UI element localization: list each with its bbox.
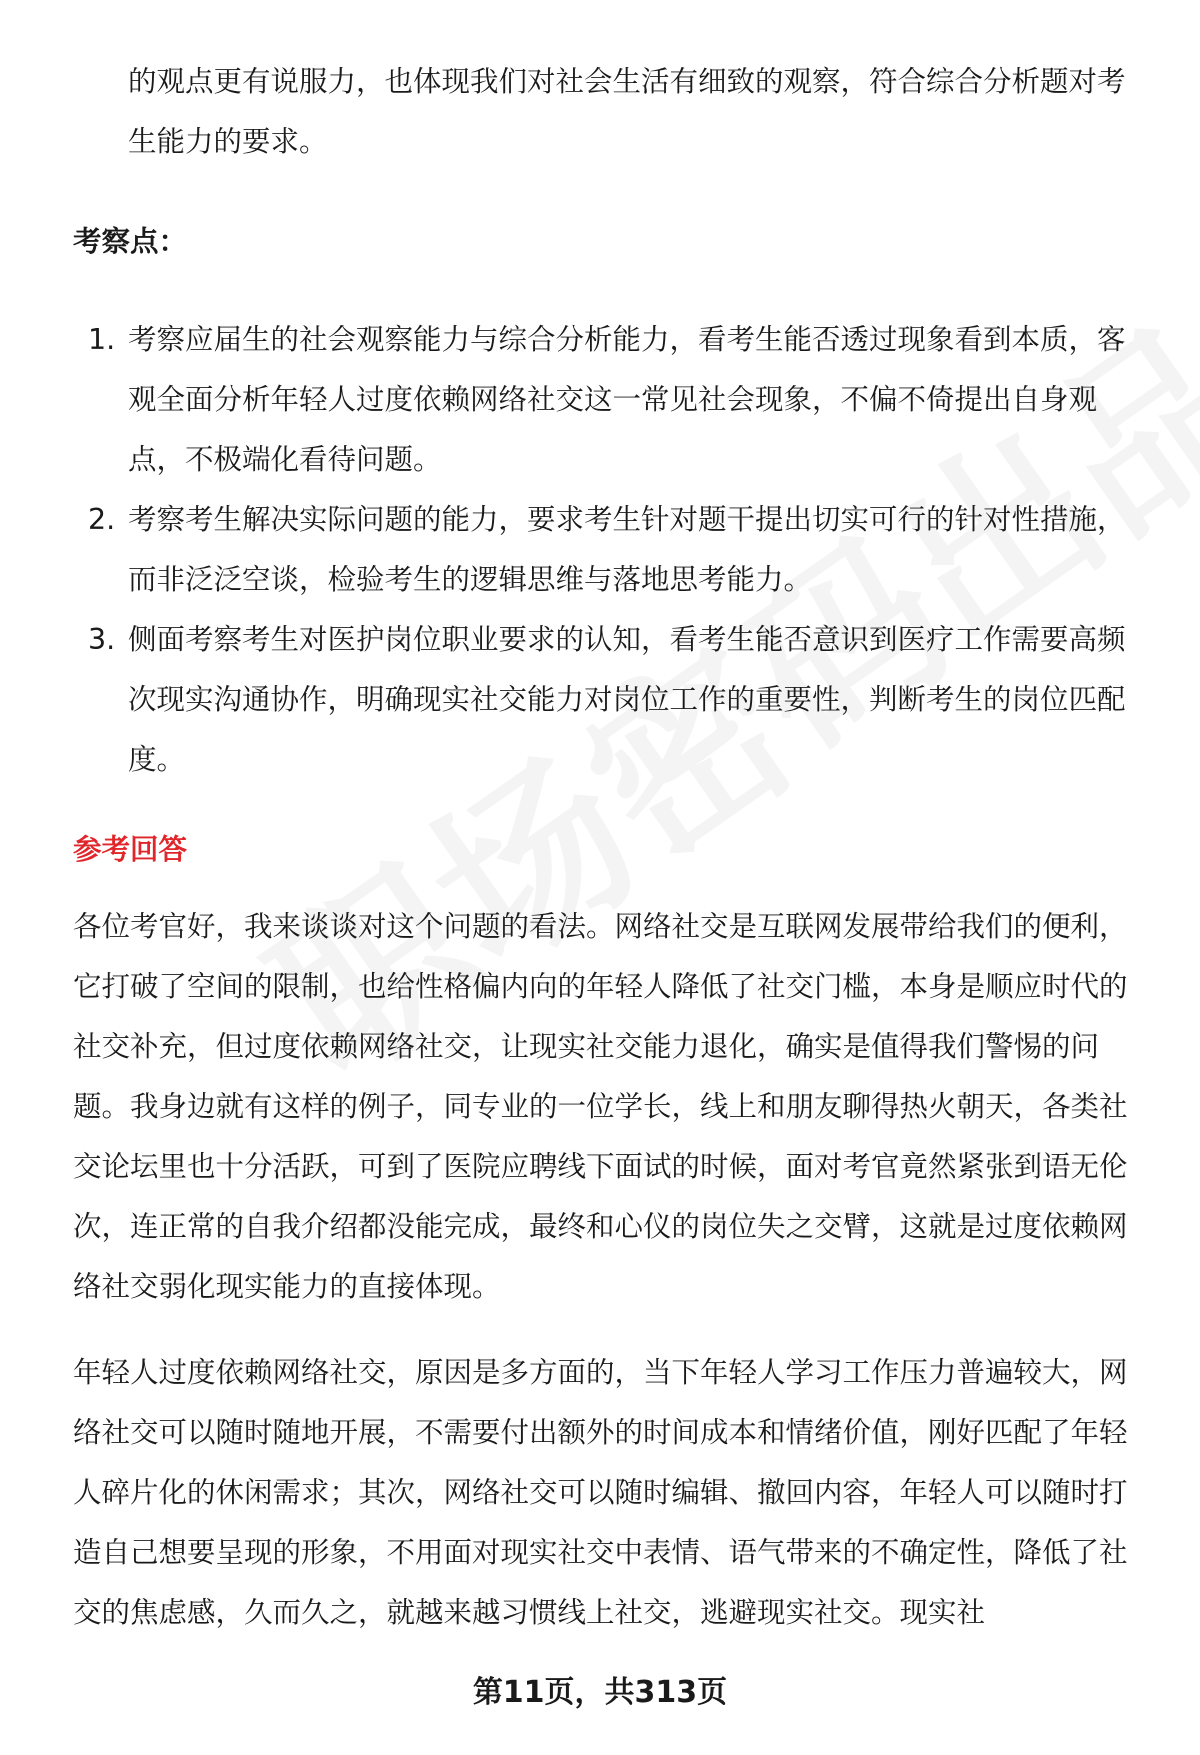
list-item-number: 2.: [88, 503, 116, 536]
list-item-text: 考察考生解决实际问题的能力，要求考生针对题干提出切实可行的针对性措施，而非泛泛空谈，检验考生的逻辑思维与落地思考能力。: [128, 503, 1126, 596]
list-item-text: 侧面考察考生对医护岗位职业要求的认知，看考生能否意识到医疗工作需要高频次现实沟通协作，明确现实社交能力对岗位工作的重要性，判断考生的岗位匹配度。: [128, 623, 1126, 776]
list-item: [73, 610, 1143, 790]
section-heading-answer: 参考回答: [73, 833, 188, 866]
answer-paragraph: 年轻人过度依赖网络社交，原因是多方面的，当下年轻人学习工作压力普遍较大，网络社交可以随时随地开展，不需要付出额外的时间成本和情绪价值，刚好匹配了年轻人碎片化的休闲需求；其次，网络社交可以随时编辑、撤回内容，年轻人可以随时打造自己想要呈现的形象，不用面对现实社交中表情、语气带来的不确定性，降低了社交的焦虑感，久而久之，就越来越习惯线上社交，逃避现实社交。现实社: [73, 1356, 1128, 1629]
section-heading-examine: 考察点：: [73, 225, 188, 258]
examine-points-list: [73, 310, 1143, 790]
list-item-number: 3.: [88, 623, 116, 656]
page-number-footer: 第11页，共313页: [472, 1675, 728, 1710]
answer-paragraph: 各位考官好，我来谈谈对这个问题的看法。网络社交是互联网发展带给我们的便利，它打破了空间的限制，也给性格偏内向的年轻人降低了社交门槛，本身是顺应时代的社交补充，但过度依赖网络社交，让现实社交能力退化，确实是值得我们警惕的问题。我身边就有这样的例子，同专业的一位学长，线上和朋友聊得热火朝天，各类社交论坛里也十分活跃，可到了医院应聘线下面试的时候，面对考官竟然紧张到语无伦次，连正常的自我介绍都没能完成，最终和心仪的岗位失之交臂，这就是过度依赖网络社交弱化现实能力的直接体现。: [73, 910, 1128, 1303]
list-item-number: 1.: [88, 323, 116, 356]
intro-paragraph: 的观点更有说服力，也体现我们对社会生活有细致的观察，符合综合分析题对考生能力的要求。: [128, 65, 1126, 158]
list-item-text: 考察应届生的社会观察能力与综合分析能力，看考生能否透过现象看到本质，客观全面分析年轻人过度依赖网络社交这一常见社会现象，不偏不倚提出自身观点，不极端化看待问题。: [128, 323, 1126, 476]
list-item: [73, 310, 1143, 490]
list-item: [73, 490, 1143, 610]
